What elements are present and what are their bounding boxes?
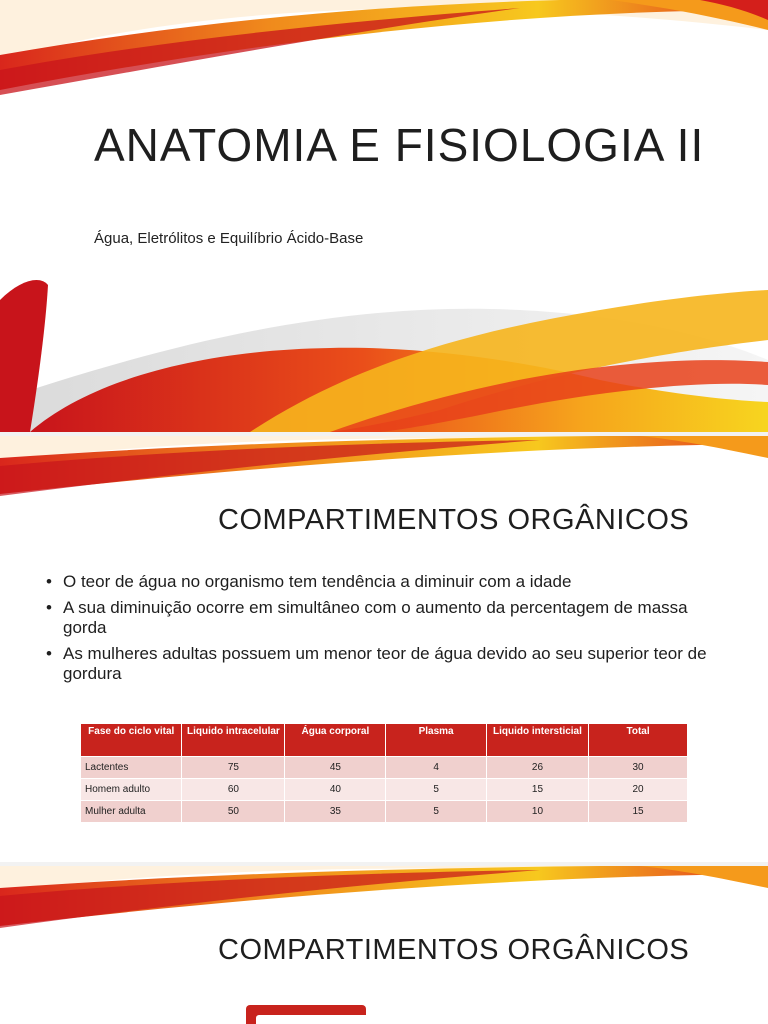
water-compartments-table [80,723,688,823]
bullet-icon: • [46,644,52,663]
page-subtitle: Água, Eletrólitos e Equilíbrio Ácido-Base [94,230,364,247]
table-cell: 40 [285,779,386,801]
slide-title: COMPARTIMENTOS ORGÂNICOS [218,934,690,966]
slide-title: COMPARTIMENTOS ORGÂNICOS [218,504,690,536]
table-cell: 60 [182,779,285,801]
table-cell: 26 [486,757,588,779]
bullet-icon: • [46,572,52,591]
column-header: Água corporal [285,724,386,757]
table-header-row [81,724,688,757]
list-item [46,572,726,592]
table-cell: Lactentes [81,757,182,779]
table-cell: 15 [486,779,588,801]
content-slide [0,436,768,862]
bullet-text: A sua diminuição ocorre em simultâneo com o aumento da percentagem de massa gorda [63,598,688,637]
column-header: Fase do ciclo vital [81,724,182,757]
table-row [81,757,688,779]
bullet-text: O teor de água no organismo tem tendência a diminuir com a idade [63,572,572,591]
content-slide [0,866,768,1024]
table-cell: 30 [589,757,688,779]
table-cell: 4 [386,757,486,779]
table-cell: 45 [285,757,386,779]
table-cell: 15 [589,801,688,823]
title-slide [0,0,768,432]
bullet-list [46,572,726,690]
table-row [81,779,688,801]
diagram-box [246,1005,366,1024]
column-header: Liquido intersticial [486,724,588,757]
column-header: Liquido intracelular [182,724,285,757]
table-cell: 35 [285,801,386,823]
table-cell: 10 [486,801,588,823]
list-item [46,644,726,684]
table-cell: 5 [386,801,486,823]
table-cell: 5 [386,779,486,801]
table-cell: 75 [182,757,285,779]
bullet-text: As mulheres adultas possuem um menor teor de água devido ao seu superior teor de gordura [63,644,707,683]
table-cell: Mulher adulta [81,801,182,823]
column-header: Plasma [386,724,486,757]
table-cell: Homem adulto [81,779,182,801]
table-row [81,801,688,823]
bullet-icon: • [46,598,52,617]
ribbon-decoration [0,0,768,432]
page-title: ANATOMIA E FISIOLOGIA II [94,119,705,171]
table-cell: 20 [589,779,688,801]
list-item [46,598,726,638]
table-cell: 50 [182,801,285,823]
column-header: Total [589,724,688,757]
diagram-box-inner [256,1015,366,1024]
